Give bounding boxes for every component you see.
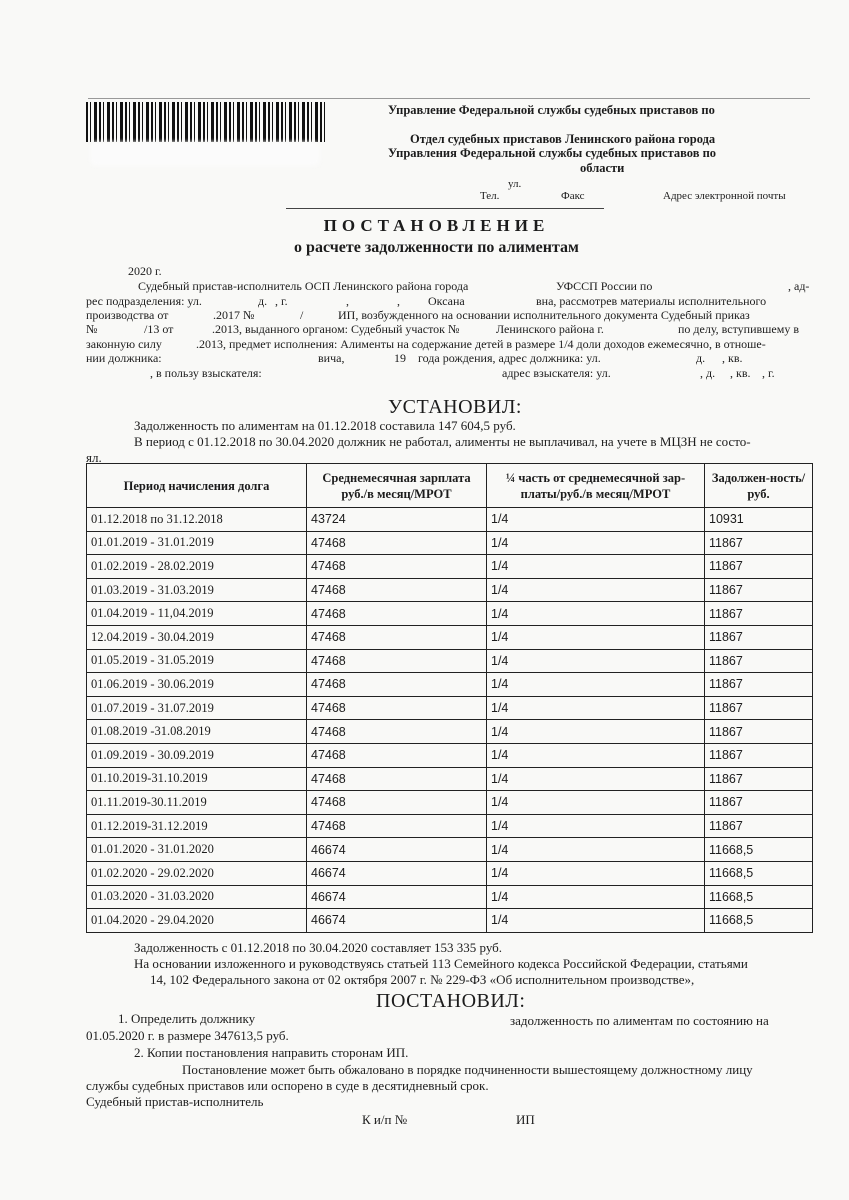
cell-salary: 47468 bbox=[307, 767, 487, 791]
cell-debt: 11867 bbox=[705, 531, 813, 555]
intro-text: .2013, предмет исполнения: Алименты на содержание детей в размере 1/4 доли доходов ежемесячно, в отноше- bbox=[196, 337, 766, 351]
intro-text: законную силу bbox=[86, 337, 162, 351]
cell-quarter: 1/4 bbox=[487, 602, 705, 626]
header-tel: Тел. bbox=[480, 190, 500, 202]
cell-quarter: 1/4 bbox=[487, 625, 705, 649]
cell-period: 01.10.2019-31.10.2019 bbox=[87, 767, 307, 791]
intro-text: УФССП России по bbox=[556, 279, 653, 293]
intro-text: Оксана bbox=[428, 294, 465, 308]
cell-quarter: 1/4 bbox=[487, 720, 705, 744]
cell-salary: 47468 bbox=[307, 649, 487, 673]
cell-salary: 47468 bbox=[307, 696, 487, 720]
case-number-label: К и/п № bbox=[362, 1112, 408, 1127]
table-row bbox=[87, 531, 813, 555]
column-header-quarter: ¼ часть от среднемесячной зар-платы/руб./в месяц/МРОТ bbox=[487, 464, 705, 508]
intro-text: по делу, вступившему в bbox=[678, 322, 799, 336]
cell-salary: 43724 bbox=[307, 508, 487, 532]
cell-quarter: 1/4 bbox=[487, 578, 705, 602]
table-row bbox=[87, 838, 813, 862]
cell-period: 01.02.2019 - 28.02.2019 bbox=[87, 555, 307, 579]
cell-salary: 47468 bbox=[307, 578, 487, 602]
table-row bbox=[87, 720, 813, 744]
total-debt: Задолженность с 01.12.2018 по 30.04.2020 составляет 153 335 руб. bbox=[134, 940, 503, 955]
table-row bbox=[87, 861, 813, 885]
table-row bbox=[87, 625, 813, 649]
cell-quarter: 1/4 bbox=[487, 649, 705, 673]
intro-text: адрес взыскателя: ул. bbox=[502, 366, 611, 380]
cell-debt: 11867 bbox=[705, 649, 813, 673]
header-line-3: Управления Федеральной службы судебных приставов по bbox=[388, 146, 717, 160]
cell-debt: 11867 bbox=[705, 743, 813, 767]
intro-text: , в пользу взыскателя: bbox=[150, 366, 262, 380]
column-header-debt: Задолжен-ность/руб. bbox=[705, 464, 813, 508]
cell-quarter: 1/4 bbox=[487, 885, 705, 909]
decision-1: 1. Определить должнику bbox=[118, 1011, 256, 1026]
intro-text: , д. bbox=[700, 366, 716, 380]
cell-period: 01.01.2019 - 31.01.2019 bbox=[87, 531, 307, 555]
cell-quarter: 1/4 bbox=[487, 673, 705, 697]
intro-text: .2013, выданного органом: Судебный участок № bbox=[212, 322, 460, 336]
cell-salary: 47468 bbox=[307, 814, 487, 838]
section-heading-postanovil: ПОСТАНОВИЛ: bbox=[376, 990, 526, 1012]
intro-text: , кв. bbox=[722, 351, 743, 365]
intro-text: производства от bbox=[86, 308, 169, 322]
table-header-row bbox=[87, 464, 813, 508]
intro-text: 19 bbox=[394, 351, 406, 365]
debt-statement: Задолженность по алиментам на 01.12.2018 составила 147 604,5 руб. bbox=[134, 418, 516, 433]
cell-salary: 47468 bbox=[307, 720, 487, 744]
table-row bbox=[87, 508, 813, 532]
intro-text: / bbox=[300, 308, 304, 322]
intro-text: рес подразделения: ул. bbox=[86, 294, 202, 308]
intro-text: , г. bbox=[275, 294, 288, 308]
document-title: ПОСТАНОВЛЕНИЕ bbox=[323, 216, 550, 235]
cell-salary: 46674 bbox=[307, 909, 487, 933]
cell-quarter: 1/4 bbox=[487, 531, 705, 555]
cell-period: 01.04.2019 - 11,04.2019 bbox=[87, 602, 307, 626]
table-row bbox=[87, 673, 813, 697]
cell-salary: 47468 bbox=[307, 673, 487, 697]
cell-period: 01.03.2020 - 31.03.2020 bbox=[87, 885, 307, 909]
table-row bbox=[87, 555, 813, 579]
intro-text: нии должника: bbox=[86, 351, 162, 365]
intro-text: года рождения, адрес должника: ул. bbox=[418, 351, 601, 365]
cell-period: 01.04.2020 - 29.04.2020 bbox=[87, 909, 307, 933]
cell-period: 01.03.2019 - 31.03.2019 bbox=[87, 578, 307, 602]
cell-period: 01.06.2019 - 30.06.2019 bbox=[87, 673, 307, 697]
intro-text: Ленинского района г. bbox=[496, 322, 604, 336]
table-row bbox=[87, 814, 813, 838]
cell-quarter: 1/4 bbox=[487, 508, 705, 532]
appeal-notice: Постановление может быть обжаловано в порядке подчиненности вышестоящему должностному лицу bbox=[182, 1062, 753, 1077]
intro-text: № bbox=[86, 322, 98, 336]
cell-salary: 47468 bbox=[307, 555, 487, 579]
legal-basis-1: На основании изложенного и руководствуясь статьей 113 Семейного кодекса Российской Федерации, статьями bbox=[134, 956, 748, 971]
header-line-4: области bbox=[580, 161, 625, 175]
intro-text: вна, рассмотрев материалы исполнительного bbox=[536, 294, 767, 308]
cell-salary: 46674 bbox=[307, 885, 487, 909]
intro-text: Судебный пристав-исполнитель ОСП Ленинского района города bbox=[138, 279, 469, 293]
intro-text: , ад- bbox=[788, 279, 810, 293]
cell-debt: 11867 bbox=[705, 578, 813, 602]
cell-period: 12.04.2019 - 30.04.2019 bbox=[87, 625, 307, 649]
cell-salary: 47468 bbox=[307, 791, 487, 815]
cell-debt: 11668,5 bbox=[705, 861, 813, 885]
cell-salary: 47468 bbox=[307, 531, 487, 555]
cell-quarter: 1/4 bbox=[487, 791, 705, 815]
intro-text: д. bbox=[258, 294, 268, 308]
cell-salary: 46674 bbox=[307, 861, 487, 885]
header-line-2: Отдел судебных приставов Ленинского района города bbox=[410, 132, 716, 146]
cell-debt: 11867 bbox=[705, 673, 813, 697]
header-fax: Факс bbox=[561, 190, 585, 202]
cell-debt: 11867 bbox=[705, 625, 813, 649]
intro-text: , bbox=[397, 294, 400, 308]
header-email: Адрес электронной почты bbox=[663, 190, 786, 202]
cell-debt: 11668,5 bbox=[705, 838, 813, 862]
cell-debt: 11668,5 bbox=[705, 909, 813, 933]
cell-quarter: 1/4 bbox=[487, 767, 705, 791]
signer-title: Судебный пристав-исполнитель bbox=[86, 1094, 264, 1109]
document-date: 2020 г. bbox=[128, 264, 162, 278]
cell-debt: 11867 bbox=[705, 814, 813, 838]
redaction bbox=[90, 142, 320, 166]
cell-debt: 11668,5 bbox=[705, 885, 813, 909]
header-line-1: Управление Федеральной службы судебных приставов по bbox=[388, 103, 715, 117]
cell-period: 01.12.2019-31.12.2019 bbox=[87, 814, 307, 838]
cell-salary: 47468 bbox=[307, 743, 487, 767]
cell-debt: 11867 bbox=[705, 720, 813, 744]
section-heading-ustanovil: УСТАНОВИЛ: bbox=[388, 396, 522, 418]
table-row bbox=[87, 649, 813, 673]
barcode bbox=[86, 102, 326, 142]
cell-debt: 11867 bbox=[705, 767, 813, 791]
case-number-suffix: ИП bbox=[516, 1112, 535, 1127]
cell-salary: 47468 bbox=[307, 602, 487, 626]
period-statement-end: ял. bbox=[86, 450, 102, 465]
cell-quarter: 1/4 bbox=[487, 861, 705, 885]
cell-debt: 11867 bbox=[705, 696, 813, 720]
table-row bbox=[87, 909, 813, 933]
decision-1-amount: 01.05.2020 г. в размере 347613,5 руб. bbox=[86, 1028, 289, 1043]
cell-quarter: 1/4 bbox=[487, 743, 705, 767]
cell-period: 01.12.2018 по 31.12.2018 bbox=[87, 508, 307, 532]
decision-2: 2. Копии постановления направить сторонам ИП. bbox=[134, 1045, 409, 1060]
debt-table bbox=[86, 463, 813, 933]
cell-salary: 47468 bbox=[307, 625, 487, 649]
table-row bbox=[87, 885, 813, 909]
intro-text: д. bbox=[696, 351, 706, 365]
cell-quarter: 1/4 bbox=[487, 555, 705, 579]
cell-period: 01.09.2019 - 30.09.2019 bbox=[87, 743, 307, 767]
table-row bbox=[87, 578, 813, 602]
cell-period: 01.08.2019 -31.08.2019 bbox=[87, 720, 307, 744]
decision-1-cont: задолженность по алиментам по состоянию на bbox=[510, 1013, 769, 1028]
cell-period: 01.05.2019 - 31.05.2019 bbox=[87, 649, 307, 673]
cell-period: 01.02.2020 - 29.02.2020 bbox=[87, 861, 307, 885]
intro-text: ИП, возбужденного на основании исполнительного документа Судебный приказ bbox=[338, 308, 750, 322]
table-row bbox=[87, 602, 813, 626]
appeal-notice-cont: службы судебных приставов или оспорено в суде в десятидневный срок. bbox=[86, 1078, 489, 1093]
header-street: ул. bbox=[508, 178, 522, 190]
intro-text: , bbox=[346, 294, 349, 308]
cell-quarter: 1/4 bbox=[487, 838, 705, 862]
cell-period: 01.11.2019-30.11.2019 bbox=[87, 791, 307, 815]
legal-basis-2: 14, 102 Федерального закона от 02 октября 2007 г. № 229-ФЗ «Об исполнительном производстве», bbox=[150, 972, 695, 987]
intro-text: вича, bbox=[318, 351, 345, 365]
cell-debt: 11867 bbox=[705, 791, 813, 815]
header-divider bbox=[286, 208, 604, 209]
cell-quarter: 1/4 bbox=[487, 814, 705, 838]
column-header-salary: Среднемесячная зарплата руб./в месяц/МРОТ bbox=[307, 464, 487, 508]
header-rule bbox=[88, 98, 810, 99]
table-row bbox=[87, 743, 813, 767]
table-row bbox=[87, 696, 813, 720]
cell-period: 01.01.2020 - 31.01.2020 bbox=[87, 838, 307, 862]
table-row bbox=[87, 767, 813, 791]
cell-debt: 11867 bbox=[705, 602, 813, 626]
cell-quarter: 1/4 bbox=[487, 909, 705, 933]
intro-text: , г. bbox=[762, 366, 775, 380]
column-header-period: Период начисления долга bbox=[87, 464, 307, 508]
table-row bbox=[87, 791, 813, 815]
intro-text: , кв. bbox=[730, 366, 751, 380]
cell-salary: 46674 bbox=[307, 838, 487, 862]
cell-debt: 10931 bbox=[705, 508, 813, 532]
document-subtitle: о расчете задолженности по алиментам bbox=[294, 239, 579, 256]
intro-text: .2017 № bbox=[213, 308, 255, 322]
cell-debt: 11867 bbox=[705, 555, 813, 579]
period-statement: В период с 01.12.2018 по 30.04.2020 должник не работал, алименты не выплачивал, на учете в МЦЗН не состо- bbox=[134, 434, 751, 449]
cell-period: 01.07.2019 - 31.07.2019 bbox=[87, 696, 307, 720]
intro-text: /13 от bbox=[144, 322, 174, 336]
cell-quarter: 1/4 bbox=[487, 696, 705, 720]
